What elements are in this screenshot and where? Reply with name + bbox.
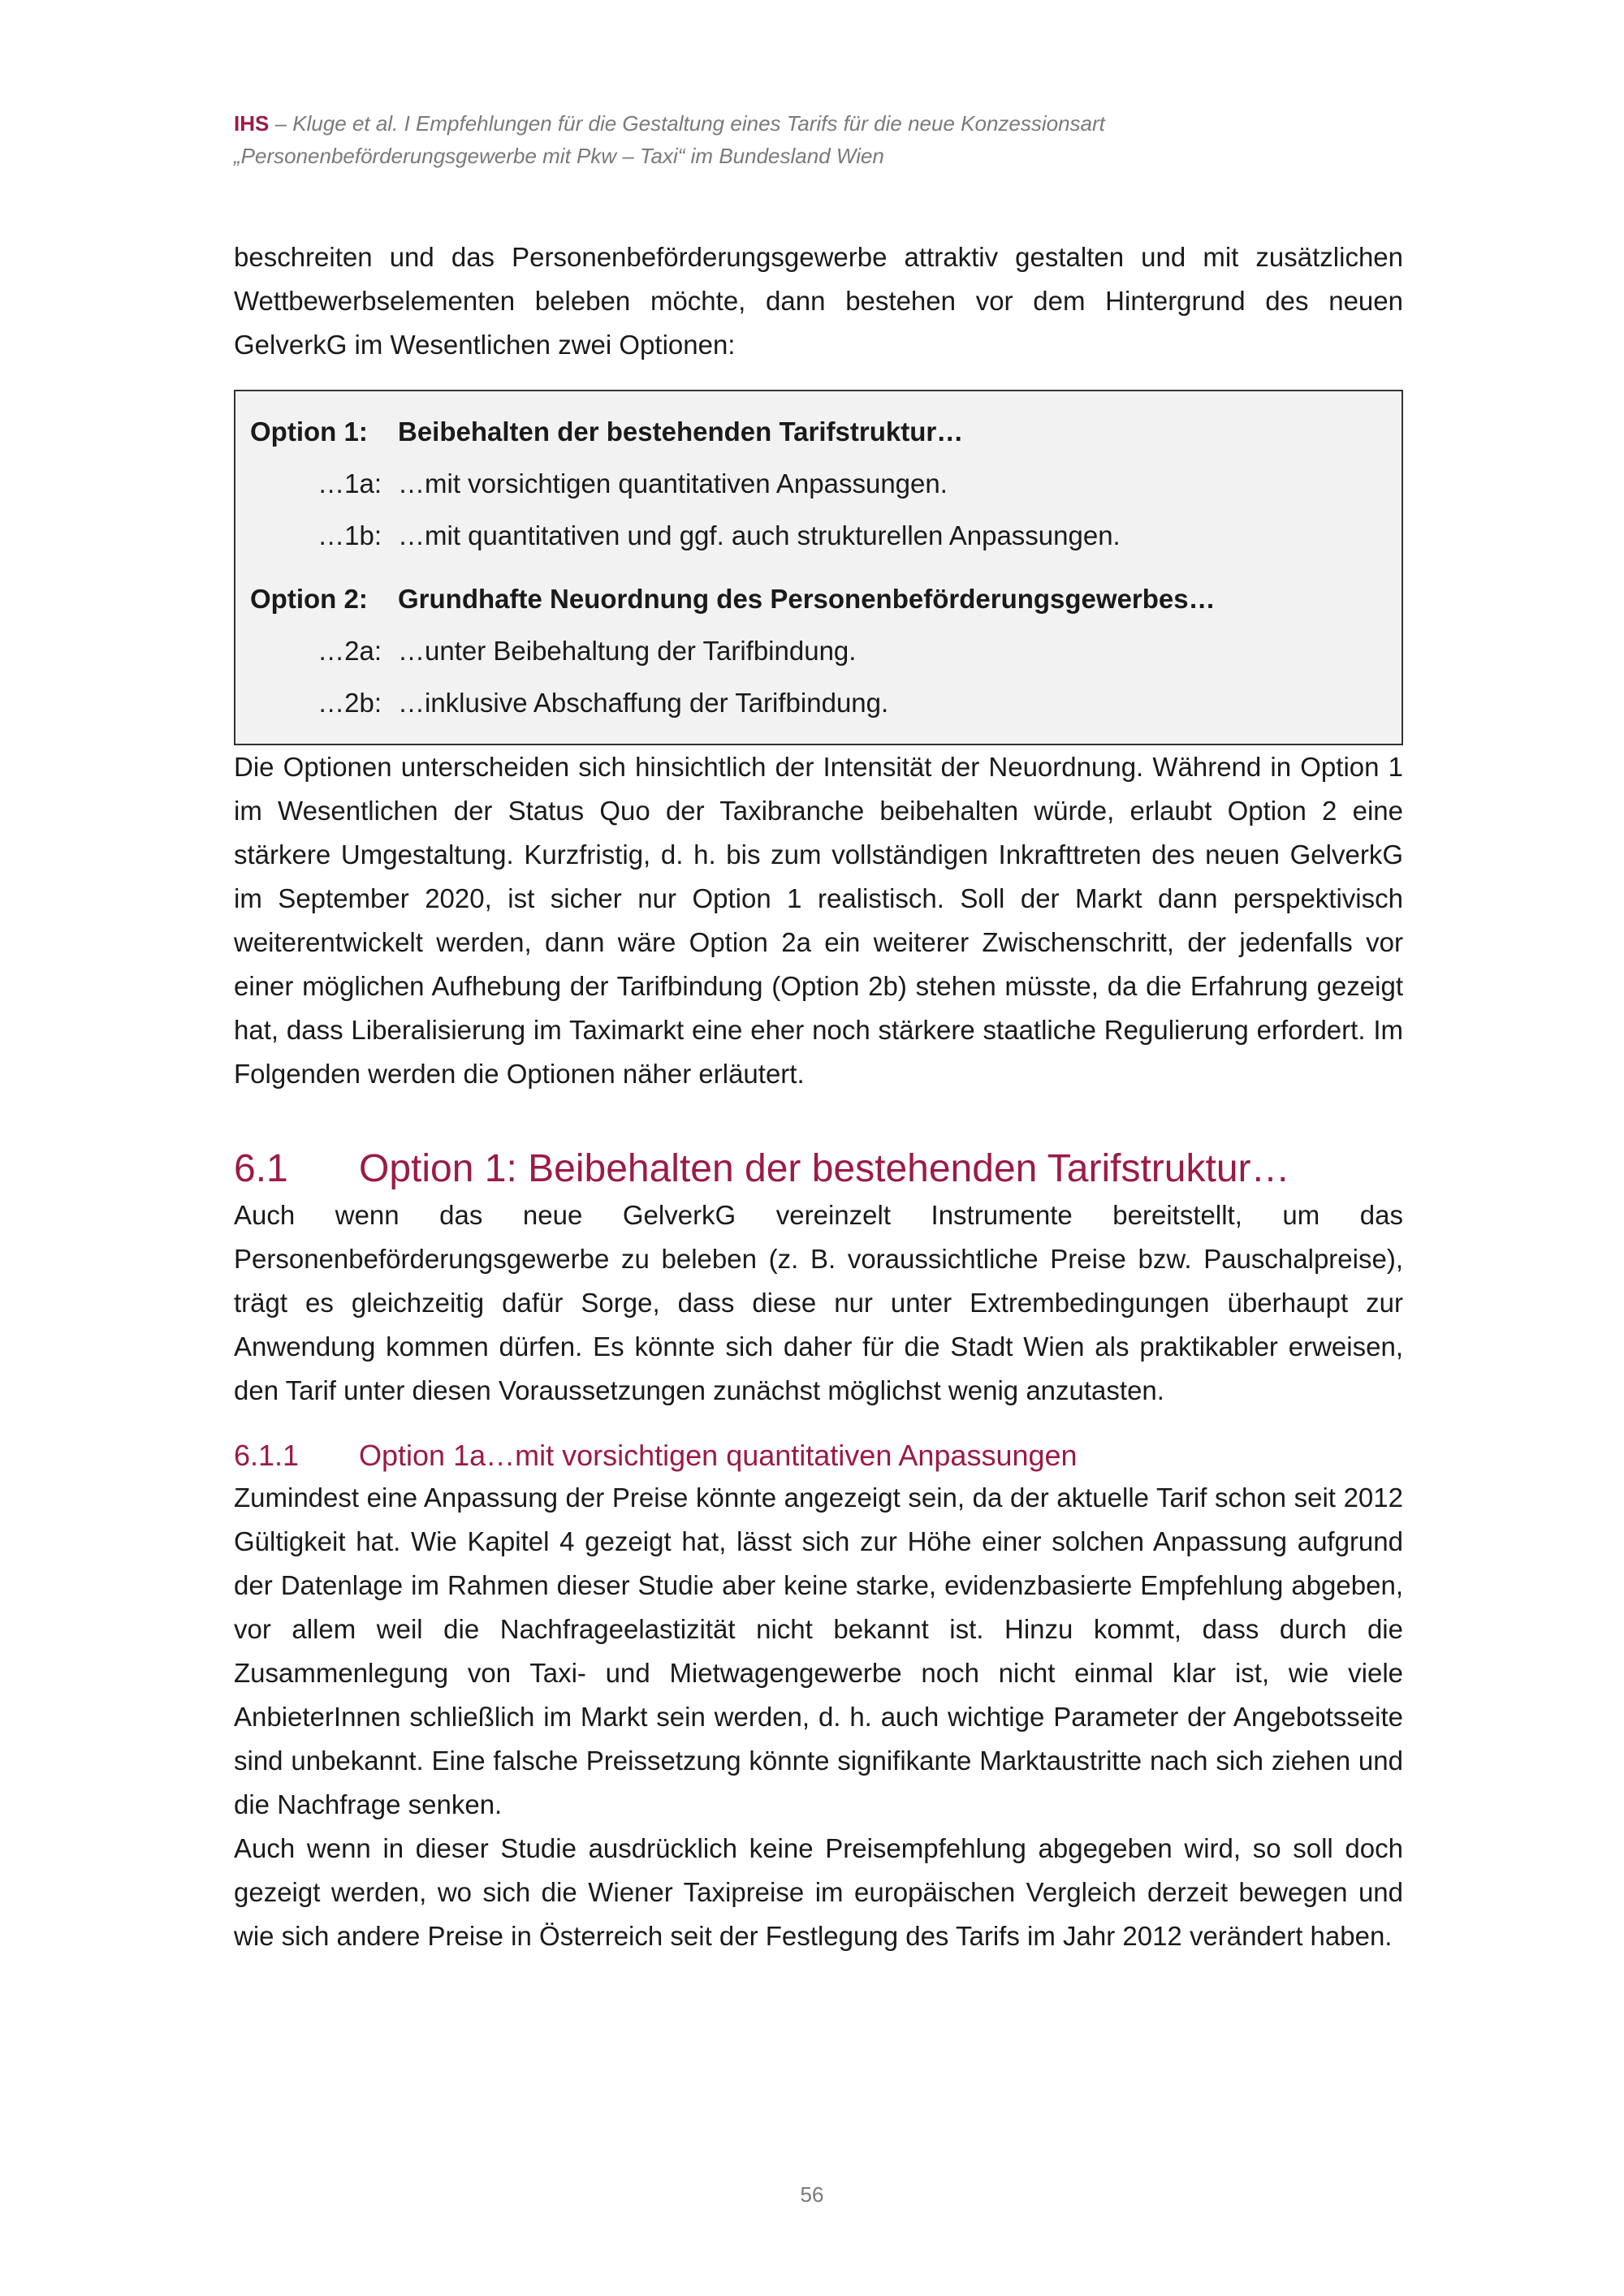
page-header (234, 107, 1403, 172)
option-text: …mit quantitativen und ggf. auch strukturellen Anpassungen. (398, 520, 1121, 550)
option-label: …2a: (317, 636, 382, 666)
section-6-1-paragraph: Auch wenn das neue GelverkG vereinzelt Instrumente bereitstellt, um das Personenbeförderungsgewerbe zu beleben (z. B. voraussichtliche Preise bzw. Pauschalpreise), trägt es gleichzeitig dafür Sorge, dass diese nur unter Extrembedingungen überhaupt zur Anwendung kommen dürfen. Es könnte sich daher für die Stadt Wien als praktikabler erweisen, den Tarif unter diesen Voraussetzungen zunächst möglichst wenig anzutasten. (234, 1200, 1403, 1405)
option-label: Option 1: (250, 416, 368, 447)
option-text: …inklusive Abschaffung der Tarifbindung. (398, 688, 889, 718)
subsection-number: 6.1.1 (234, 1439, 300, 1472)
option-1-row (250, 406, 1385, 458)
option-text: …unter Beibehaltung der Tarifbindung. (398, 636, 857, 666)
header-line-1 (234, 107, 1403, 140)
subsection-heading-6-1-1 (234, 1435, 1403, 1476)
option-2-row (250, 573, 1385, 625)
header-brand: IHS (234, 111, 270, 136)
option-1a-row (250, 458, 1385, 510)
intro-paragraph: beschreiten und das Personenbeförderungsgewerbe attraktiv gestalten und mit zusätzlichen Wettbewerbselementen beleben möchte, dann bestehen vor dem Hintergrund des neuen GelverkG im Wesentlichen zwei Optionen: (234, 242, 1403, 360)
option-label: …1b: (317, 520, 382, 550)
option-2b-row (250, 677, 1385, 729)
section-heading-6-1 (234, 1145, 1403, 1193)
options-box (234, 390, 1403, 745)
option-label: Option 2: (250, 584, 368, 614)
option-label: …2b: (317, 688, 382, 718)
page-number: 56 (800, 2182, 824, 2207)
header-citation: – Kluge et al. I Empfehlungen für die Gestaltung eines Tarifs für die neue Konzessionsart (269, 111, 1105, 136)
option-text: …mit vorsichtigen quantitativen Anpassungen. (398, 468, 948, 498)
subsection-title: Option 1a…mit vorsichtigen quantitativen Anpassungen (359, 1439, 1078, 1472)
section-6-1-1-paragraph-2: Auch wenn in dieser Studie ausdrücklich keine Preisempfehlung abgegeben wird, so soll doch gezeigt werden, wo sich die Wiener Taxipreise im europäischen Vergleich derzeit bewegen und wie sich andere Preise in Österreich seit der Festlegung des Tarifs im Jahr 2012 verändert haben. (234, 1833, 1403, 1951)
options-paragraph: Die Optionen unterscheiden sich hinsichtlich der Intensität der Neuordnung. Während in Option 1 im Wesentlichen der Status Quo der Taxibranche beibehalten würde, erlaubt Option 2 eine stärkere Umgestaltung. Kurzfristig, d. h. bis zum vollständigen Inkrafttreten des neuen GelverkG im September 2020, ist sicher nur Option 1 realistisch. Soll der Markt dann perspektivisch weiterentwickelt werden, dann wäre Option 2a ein weiterer Zwischenschritt, der jedenfalls vor einer möglichen Aufhebung der Tarifbindung (Option 2b) stehen müsste, da die Erfahrung gezeigt hat, dass Liberalisierung im Taximarkt eine eher noch stärkere staatliche Regulierung erfordert. Im Folgenden werden die Optionen näher erläutert. (234, 752, 1403, 1089)
page-content (234, 235, 1403, 1958)
option-2a-row (250, 625, 1385, 677)
section-number: 6.1 (234, 1147, 288, 1190)
option-label: …1a: (317, 468, 382, 498)
section-6-1-1-paragraph-1: Zumindest eine Anpassung der Preise könnte angezeigt sein, da der aktuelle Tarif schon seit 2012 Gültigkeit hat. Wie Kapitel 4 gezeigt hat, lässt sich zur Höhe einer solchen Anpassung aufgrund der Datenlage im Rahmen dieser Studie aber keine starke, evidenzbasierte Empfehlung abgeben, vor allem weil die Nachfrageelastizität nicht bekannt ist. Hinzu kommt, dass durch die Zusammenlegung von Taxi- und Mietwagengewerbe noch nicht einmal klar ist, wie viele AnbieterInnen schließlich im Markt sein werden, d. h. auch wichtige Parameter der Angebotsseite sind unbekannt. Eine falsche Preissetzung könnte signifikante Marktaustritte nach sich ziehen und die Nachfrage senken. (234, 1482, 1403, 1819)
section-title: Option 1: Beibehalten der bestehenden Tarifstruktur… (359, 1147, 1290, 1190)
option-text: Grundhafte Neuordnung des Personenbeförderungsgewerbes… (398, 584, 1216, 614)
header-line-2: „Personenbeförderungsgewerbe mit Pkw – Taxi“ im Bundesland Wien (234, 144, 884, 168)
option-1b-row (250, 510, 1385, 562)
option-text: Beibehalten der bestehenden Tarifstruktur… (398, 416, 964, 447)
